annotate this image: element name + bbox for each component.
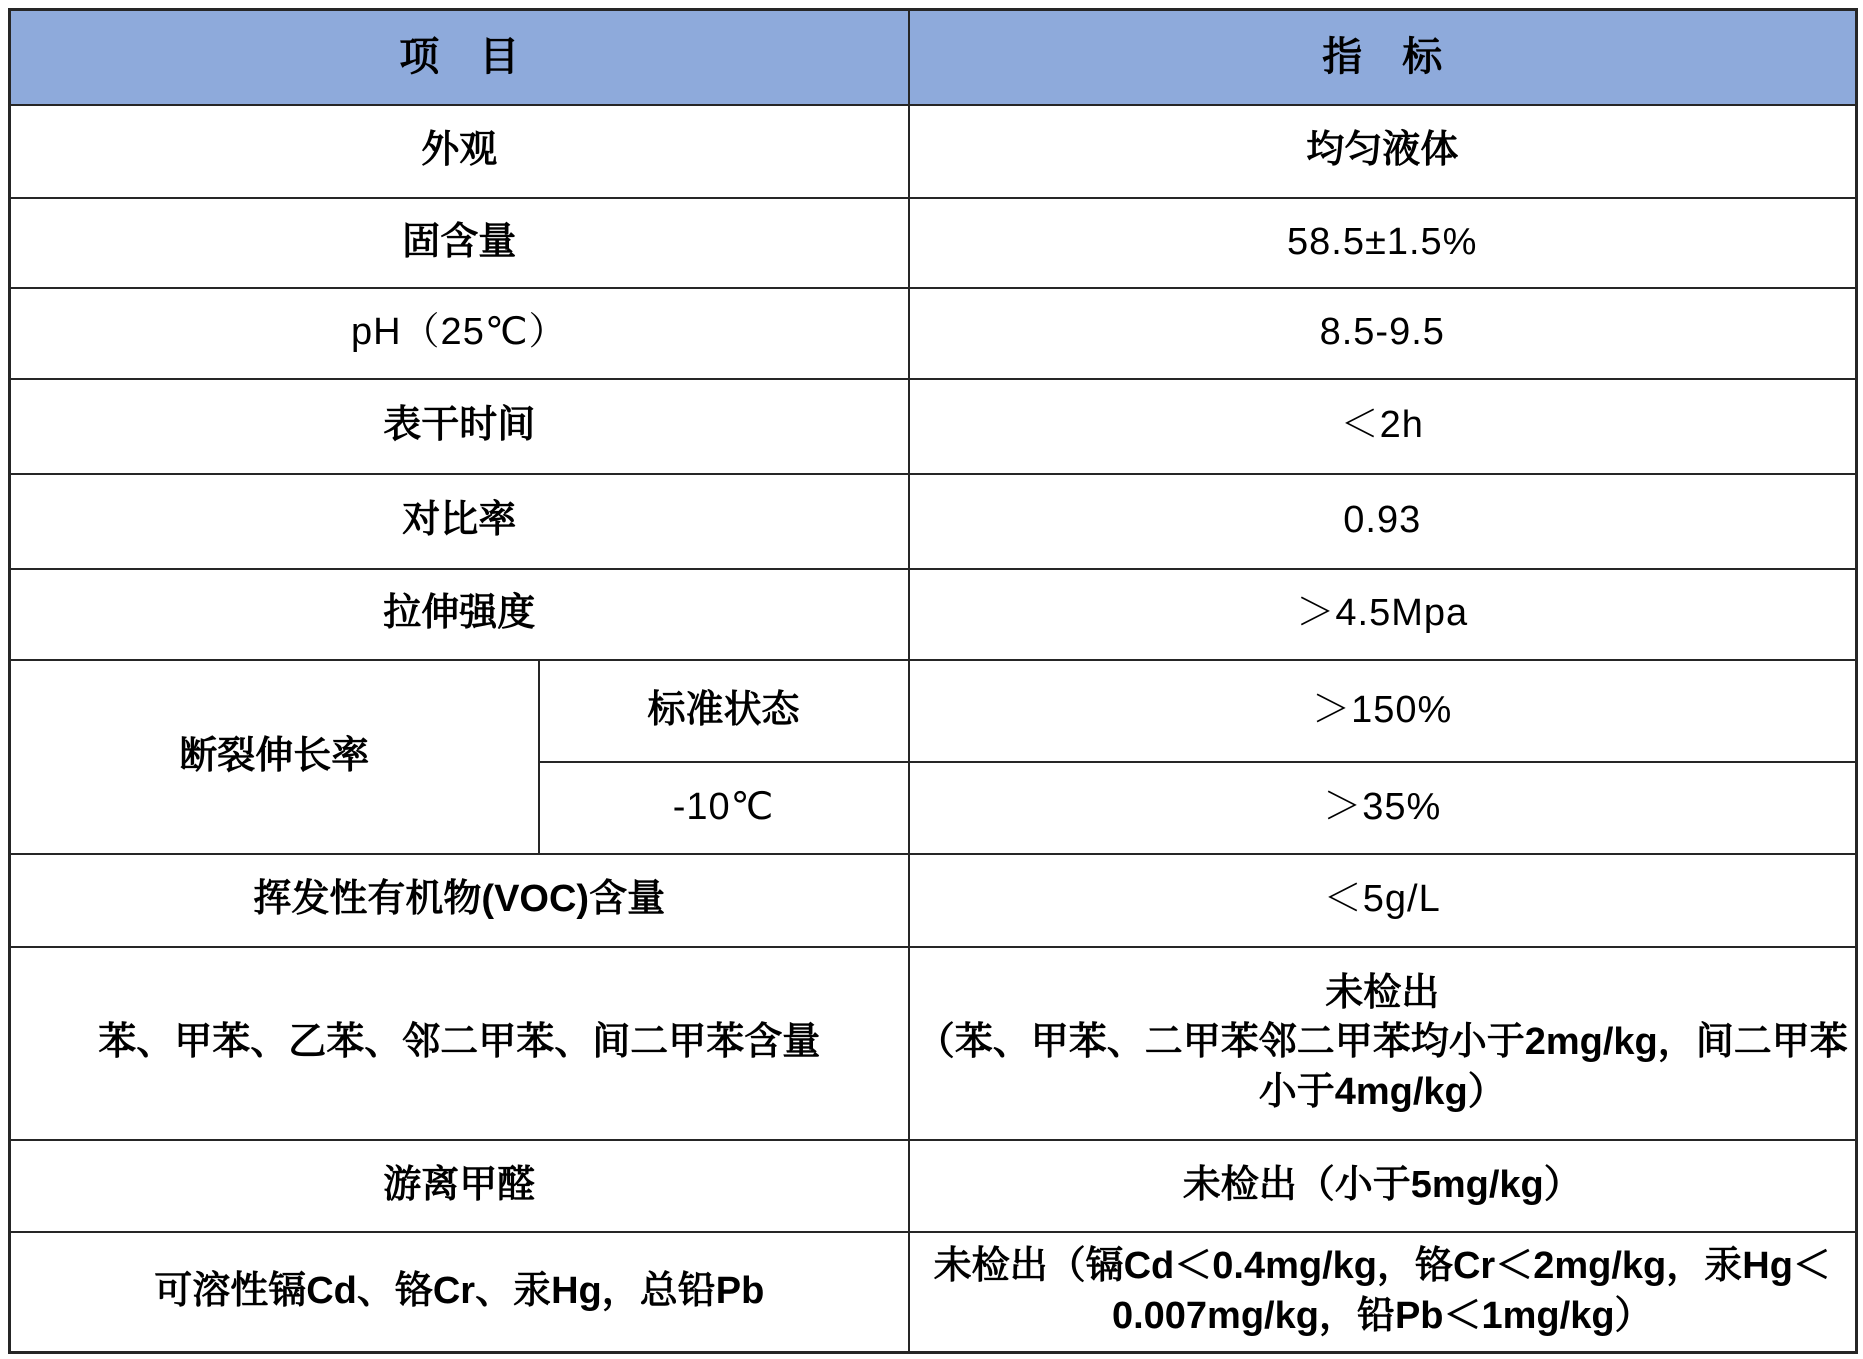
elongation-standard-condition-cell: 标准状态 [539, 660, 909, 762]
row-surface-dry-time [10, 379, 1857, 474]
row-solid-content [10, 198, 1857, 288]
header-row [10, 10, 1857, 105]
contrast-ratio-value-cell: 0.93 [909, 474, 1857, 569]
solid-content-item-cell: 固含量 [10, 198, 909, 288]
tensile-strength-value-cell: ＞4.5Mpa [909, 569, 1857, 660]
row-free-formaldehyde [10, 1140, 1857, 1232]
ph-value-cell: 8.5-9.5 [909, 288, 1857, 379]
row-tensile-strength [10, 569, 1857, 660]
row-heavy-metals [10, 1232, 1857, 1353]
benzene-value-main: 未检出 [1325, 971, 1440, 1014]
voc-value-cell: ＜5g/L [909, 854, 1857, 947]
row-appearance [10, 105, 1857, 198]
tensile-strength-item-cell: 拉伸强度 [10, 569, 909, 660]
row-elongation-standard [10, 660, 1857, 762]
row-benzene [10, 947, 1857, 1140]
surface-dry-time-value-cell: ＜2h [909, 379, 1857, 474]
contrast-ratio-item-cell: 对比率 [10, 474, 909, 569]
appearance-value-cell: 均匀液体 [909, 105, 1857, 198]
benzene-item-cell: 苯、甲苯、乙苯、邻二甲苯、间二甲苯含量 [10, 947, 909, 1140]
row-voc [10, 854, 1857, 947]
elongation-standard-value-cell: ＞150% [909, 660, 1857, 762]
elongation-minus10c-condition-cell: -10℃ [539, 762, 909, 854]
heavy-metals-item-cell: 可溶性镉Cd、铬Cr、汞Hg，总铅Pb [10, 1232, 909, 1353]
elongation-minus10c-value-cell: ＞35% [909, 762, 1857, 854]
voc-item-cell: 挥发性有机物(VOC)含量 [10, 854, 909, 947]
heavy-metals-value-cell: 未检出（镉Cd＜0.4mg/kg，铬Cr＜2mg/kg，汞Hg＜0.007mg/kg，铅Pb＜1mg/kg） [909, 1232, 1857, 1353]
row-ph [10, 288, 1857, 379]
solid-content-value-cell: 58.5±1.5% [909, 198, 1857, 288]
free-formaldehyde-item-cell: 游离甲醛 [10, 1140, 909, 1232]
surface-dry-time-item-cell: 表干时间 [10, 379, 909, 474]
ph-item-cell: pH（25℃） [10, 288, 909, 379]
benzene-value-note: （苯、甲苯、二甲苯邻二甲苯均小于2mg/kg，间二甲苯小于4mg/kg） [916, 1021, 1848, 1113]
header-indicator-cell: 指 标 [909, 10, 1857, 105]
benzene-value-cell [909, 947, 1857, 1140]
appearance-item-cell: 外观 [10, 105, 909, 198]
elongation-item-cell: 断裂伸长率 [10, 660, 539, 854]
header-item-cell: 项 目 [10, 10, 909, 105]
free-formaldehyde-value-cell: 未检出（小于5mg/kg） [909, 1140, 1857, 1232]
row-contrast-ratio [10, 474, 1857, 569]
product-spec-table [8, 8, 1858, 1354]
